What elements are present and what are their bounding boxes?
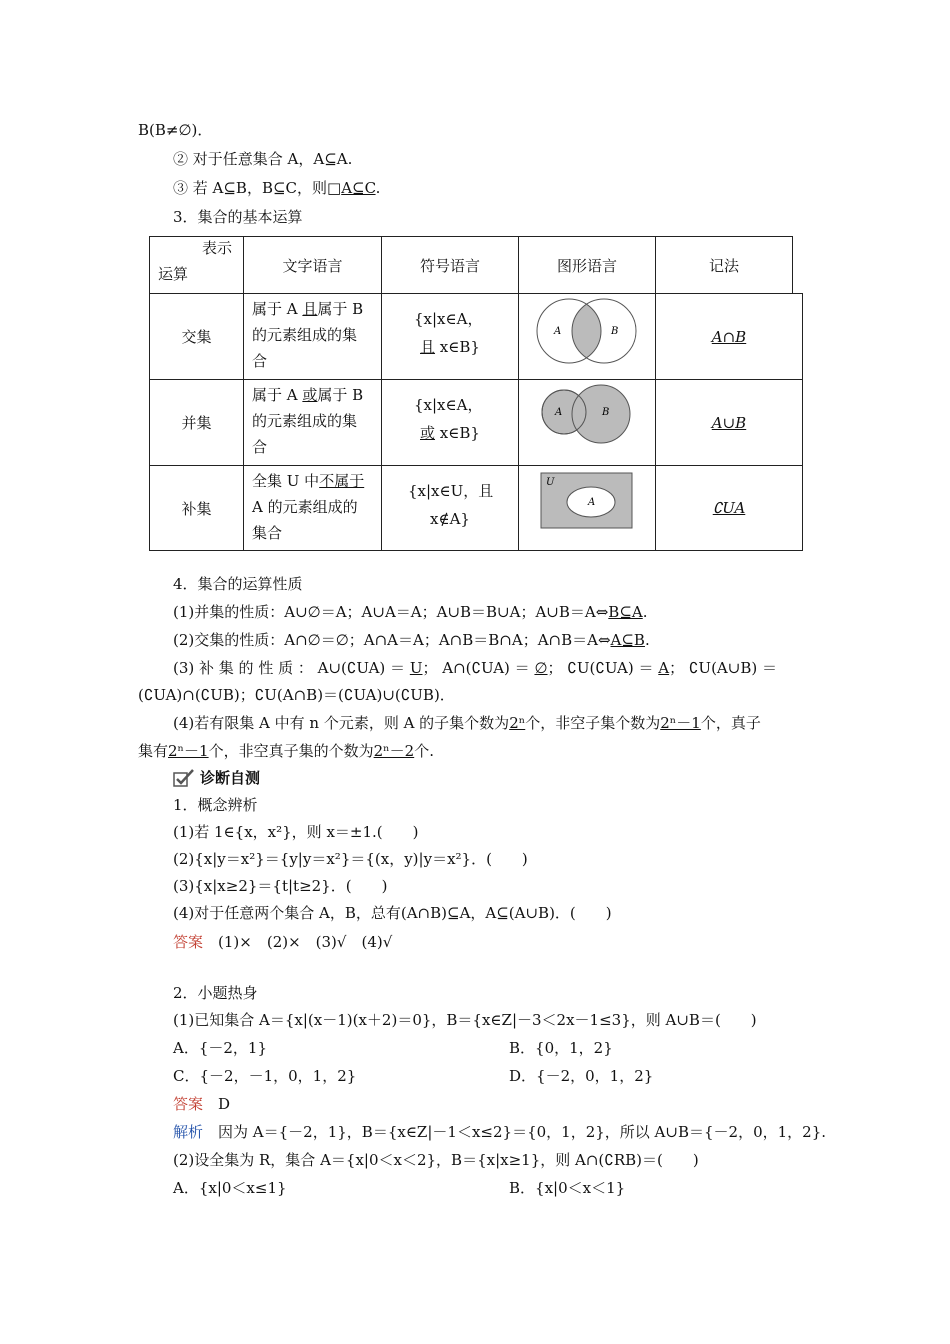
- q2-1-option-c: C．{－2，－1，0，1，2}: [173, 1067, 357, 1085]
- q1-item-2: (2){x|y＝x²}＝{y|y＝x²}＝{(x，y)|y＝x²}．( ): [173, 850, 528, 868]
- q1-answer: 答案 (1)× (2)× (3)√ (4)√: [173, 933, 393, 951]
- subset-count: (4)若有限集 A 中有 n 个元素，则 A 的子集个数为2ⁿ个，非空子集个数为2ⁿ－1个，真子: [173, 714, 761, 732]
- venn-label-b: B: [611, 326, 619, 337]
- row-notation-union: A∪B: [655, 379, 803, 466]
- row-name-intersection: 交集: [149, 293, 244, 380]
- q1-item-1: (1)若 1∈{x，x²}，则 x＝±1.( ): [173, 823, 419, 841]
- venn-label-u: U: [546, 477, 555, 488]
- section-4-heading: 4．集合的运算性质: [173, 575, 303, 593]
- row-name-complement: 补集: [149, 465, 244, 551]
- answer-label: 答案: [173, 933, 204, 951]
- q2-2-option-b: B．{x|0＜x＜1}: [509, 1179, 626, 1197]
- property-3: ③ 若 A⊆B，B⊆C，则□A⊆C.: [173, 179, 381, 197]
- q1-title: 1．概念辨析: [173, 796, 258, 814]
- union-properties: (1)并集的性质：A∪∅＝A；A∪A＝A；A∪B＝B∪A；A∪B＝A⇔B⊆A.: [173, 603, 648, 621]
- row-text-complement: 全集 U 中不属于 A 的元素组成的 集合: [243, 465, 382, 551]
- venn-label-a: A: [588, 497, 596, 508]
- q1-item-4: (4)对于任意两个集合 A，B，总有(A∩B)⊆A，A⊆(A∪B)．( ): [173, 904, 612, 922]
- row-symbol-complement: {x|x∈U，且 x∉A}: [381, 465, 519, 551]
- q2-item-2: (2)设全集为 R，集合 A＝{x|0＜x＜2}，B＝{x|x≥1}，则 A∩(∁RB)＝( ): [173, 1151, 699, 1169]
- checkmark-pencil-icon: [173, 768, 195, 788]
- venn-intersection-diagram: [519, 294, 655, 379]
- header-graph-language: 图形语言: [518, 236, 656, 294]
- row-notation-intersection: A∩B: [655, 293, 803, 380]
- q2-1-option-a: A．{－2，1}: [173, 1039, 268, 1057]
- q2-title: 2．小题热身: [173, 984, 258, 1002]
- row-diagram-intersection: [518, 293, 656, 380]
- section-3-heading: 3．集合的基本运算: [173, 208, 303, 226]
- header-text-language: 文字语言: [243, 236, 382, 294]
- row-symbol-intersection: {x|x∈A， 且 x∈B}: [381, 293, 519, 380]
- venn-label-b: B: [602, 407, 610, 418]
- continued-line: B(B≠∅)．: [138, 121, 213, 139]
- property-2: ② 对于任意集合 A，A⊆A.: [173, 150, 353, 168]
- row-text-intersection: 属于 A 且属于 B 的元素组成的集 合: [243, 293, 382, 380]
- row-text-union: 属于 A 或属于 B 的元素组成的集 合: [243, 379, 382, 466]
- q2-1-answer: 答案 D: [173, 1095, 231, 1113]
- complement-properties-cont: (∁UA)∩(∁UB)；∁U(A∩B)＝(∁UA)∪(∁UB)．: [138, 686, 455, 704]
- header-symbol-language: 符号语言: [381, 236, 519, 294]
- analysis-label: 解析: [173, 1123, 204, 1141]
- venn-label-a: A: [554, 326, 562, 337]
- row-name-union: 并集: [149, 379, 244, 466]
- q2-2-option-a: A．{x|0＜x≤1}: [173, 1179, 287, 1197]
- q2-1-option-b: B．{0，1，2}: [509, 1039, 613, 1057]
- q2-1-option-d: D．{－2，0，1，2}: [509, 1067, 654, 1085]
- venn-complement-diagram: [519, 466, 655, 550]
- diagnose-heading: 诊断自测: [200, 769, 261, 787]
- row-diagram-complement: [518, 465, 656, 551]
- venn-label-a: A: [555, 407, 563, 418]
- intersection-properties: (2)交集的性质：A∩∅＝∅；A∩A＝A；A∩B＝B∩A；A∩B＝A⇔A⊆B.: [173, 631, 650, 649]
- row-diagram-union: [518, 379, 656, 466]
- q1-item-3: (3){x|x≥2}＝{t|t≥2}．( ): [173, 877, 388, 895]
- row-notation-complement: ∁UA: [655, 465, 803, 551]
- q2-1-analysis: 解析 因为 A＝{－2，1}，B＝{x∈Z|－1＜x≤2}＝{0，1，2}，所以 A∪B＝{－2，0，1，2}.: [173, 1123, 827, 1141]
- subset-count-cont: 集有2ⁿ－1个，非空真子集的个数为2ⁿ－2个.: [138, 742, 434, 760]
- venn-union-diagram: [519, 380, 655, 465]
- property-3-answer: A⊆C: [341, 179, 376, 197]
- table-corner-cell: 表示 运算: [149, 236, 244, 294]
- header-notation: 记法: [655, 236, 793, 294]
- answer-label: 答案: [173, 1095, 204, 1113]
- q2-item-1: (1)已知集合 A＝{x|(x－1)(x＋2)＝0}，B＝{x∈Z|－3＜2x－1≤3}，则 A∪B＝( ): [173, 1011, 757, 1029]
- row-symbol-union: {x|x∈A， 或 x∈B}: [381, 379, 519, 466]
- complement-properties: (3) 补 集 的 性 质 ： A∪(∁UA) ＝ U； A∩(∁UA) ＝ ∅； ∁U(∁UA) ＝ A； ∁U(A∪B) ＝: [173, 659, 777, 677]
